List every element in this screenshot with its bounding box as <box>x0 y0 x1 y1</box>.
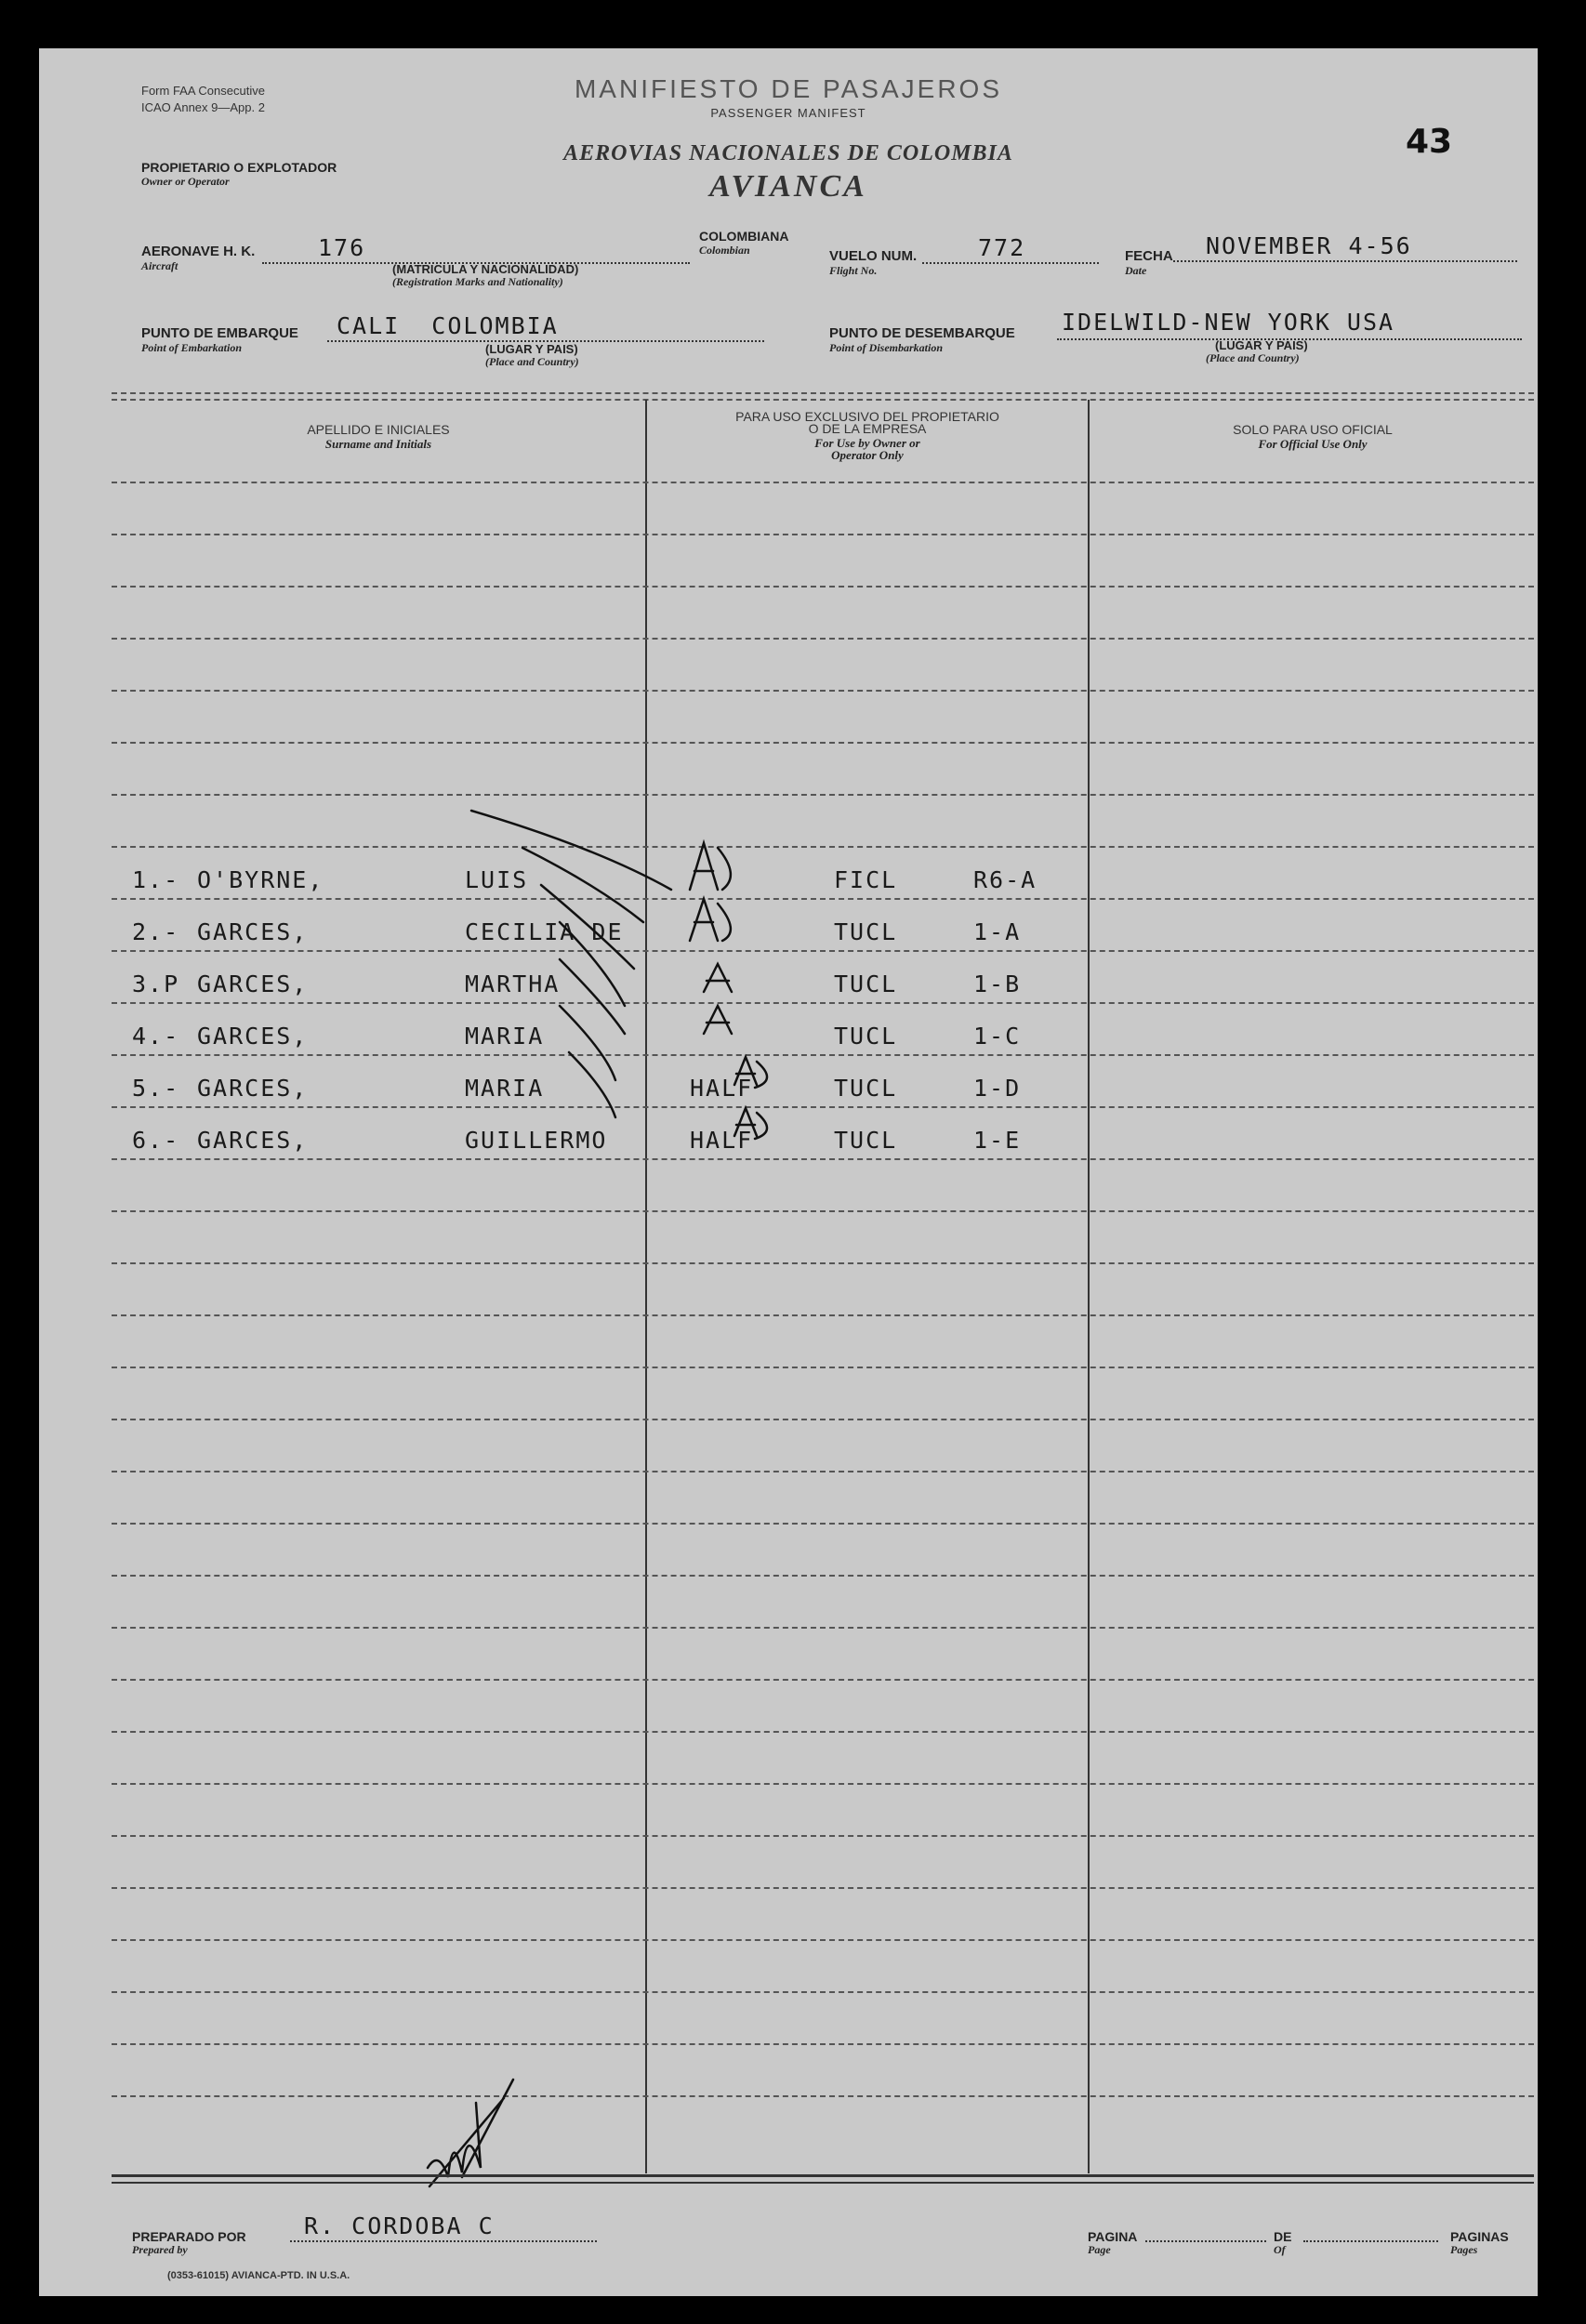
row-class: TUCL <box>834 971 898 997</box>
fare-mark-5 <box>734 1057 767 1088</box>
airline-short: AVIANCA <box>709 169 867 204</box>
pages-label: PAGINAS <box>1450 2229 1509 2244</box>
row-given-name: MARIA <box>465 1023 545 1050</box>
fare-mark-2 <box>690 899 731 941</box>
embark-value: CALI COLOMBIA <box>337 312 559 339</box>
row-given-name: MARIA <box>465 1075 545 1102</box>
prepared-label: PREPARADO POR <box>132 2229 246 2244</box>
row-class: TUCL <box>834 1075 898 1102</box>
check-stroke-5 <box>560 959 625 1034</box>
registration-note-en: (Registration Marks and Nationality) <box>392 275 563 288</box>
col2-title-line2: O DE LA EMPRESA <box>808 421 927 436</box>
aircraft-label: AERONAVE H. K. <box>141 244 256 259</box>
page-underline <box>1145 2240 1266 2242</box>
row-seat: 1-D <box>973 1075 1022 1102</box>
form-ref-line1: Form FAA Consecutive <box>141 84 265 98</box>
row-class: TUCL <box>834 1023 898 1050</box>
aircraft-value: 176 <box>318 234 366 261</box>
page-label: PAGINA <box>1088 2229 1138 2244</box>
embark-note: (LUGAR Y PAIS) <box>485 342 578 356</box>
manifest-title: MANIFIESTO DE PASAJEROS <box>574 74 1003 103</box>
check-stroke-3 <box>541 885 634 969</box>
date-label: FECHA <box>1125 248 1173 264</box>
date-label-en: Date <box>1125 264 1147 277</box>
nationality-en: Colombian <box>699 244 750 257</box>
disembark-note-en: (Place and Country) <box>1206 351 1300 364</box>
manifest-title-en: PASSENGER MANIFEST <box>710 106 866 120</box>
row-number: 4.- <box>132 1023 180 1050</box>
fare-mark-4 <box>704 1006 732 1034</box>
prepared-label-en: Prepared by <box>132 2243 188 2256</box>
of-label-en: Of <box>1274 2243 1286 2256</box>
signature-strokes <box>428 2080 513 2186</box>
of-label: DE <box>1274 2229 1292 2244</box>
col3-subtitle: For Official Use Only <box>1258 437 1368 451</box>
disembark-value: IDELWILD-NEW YORK USA <box>1062 309 1395 336</box>
prepared-underline <box>290 2240 597 2242</box>
disembark-label: PUNTO DE DESEMBARQUE <box>829 325 1015 341</box>
aircraft-label-en: Aircraft <box>141 259 178 272</box>
date-value: NOVEMBER 4-56 <box>1206 232 1412 259</box>
disembark-label-en: Point of Disembarkation <box>829 341 944 354</box>
row-number: 2.- <box>132 918 180 945</box>
row-seat: 1-C <box>973 1023 1022 1050</box>
row-given-name: MARTHA <box>465 971 561 997</box>
check-stroke-6 <box>560 1006 615 1080</box>
flight-value: 772 <box>978 234 1026 261</box>
row-surname: GARCES, <box>197 1127 309 1154</box>
row-surname: O'BYRNE, <box>197 866 324 893</box>
row-given-name: LUIS <box>465 866 529 893</box>
row-seat: 1-B <box>973 971 1022 997</box>
handwritten-marks <box>39 48 1538 2296</box>
row-given-name: GUILLERMO <box>465 1127 608 1154</box>
prepared-value: R. CORDOBA C <box>304 2212 495 2239</box>
row-surname: GARCES, <box>197 971 309 997</box>
row-number: 3.P <box>132 971 180 997</box>
of-underline <box>1303 2240 1438 2242</box>
row-class: TUCL <box>834 918 898 945</box>
row-seat: 1-A <box>973 918 1022 945</box>
row-class: TUCL <box>834 1127 898 1154</box>
disembark-note: (LUGAR Y PAIS) <box>1215 338 1308 352</box>
row-seat: R6-A <box>973 866 1038 893</box>
row-seat: 1-E <box>973 1127 1022 1154</box>
nationality: COLOMBIANA <box>699 229 789 244</box>
owner-label-en: Owner or Operator <box>141 175 230 188</box>
row-given-name: CECILIA DE <box>465 918 624 945</box>
flight-label-en: Flight No. <box>829 264 878 277</box>
owner-label: PROPIETARIO O EXPLOTADOR <box>141 160 337 175</box>
row-surname: GARCES, <box>197 918 309 945</box>
airline-name: AEROVIAS NACIONALES DE COLOMBIA <box>563 141 1013 165</box>
embark-note-en: (Place and Country) <box>485 355 579 368</box>
row-number: 6.- <box>132 1127 180 1154</box>
row-surname: GARCES, <box>197 1075 309 1102</box>
row-number: 1.- <box>132 866 180 893</box>
print-code: (0353-61015) AVIANCA-PTD. IN U.S.A. <box>167 2270 350 2281</box>
fare-mark-3 <box>704 964 732 992</box>
footer-rule-bottom <box>112 2182 1534 2184</box>
col2-subtitle-line2: Operator Only <box>831 448 904 462</box>
col1-title: APELLIDO E INICIALES <box>307 422 450 437</box>
row-surname: GARCES, <box>197 1023 309 1050</box>
embark-label: PUNTO DE EMBARQUE <box>141 325 298 341</box>
col3-title: SOLO PARA USO OFICIAL <box>1233 422 1393 437</box>
row-fare-type: HALF <box>690 1075 754 1102</box>
page-label-en: Page <box>1088 2243 1111 2256</box>
col2-title-line1: PARA USO EXCLUSIVO DEL PROPIETARIO <box>735 409 999 424</box>
fare-mark-6 <box>734 1108 767 1139</box>
footer-rule-top <box>112 2174 1534 2177</box>
registration-note: (MATRICULA Y NACIONALIDAD) <box>392 262 579 276</box>
fare-mark-1 <box>690 843 731 890</box>
form-ref-line2: ICAO Annex 9—App. 2 <box>141 100 265 114</box>
embark-label-en: Point of Embarkation <box>141 341 243 354</box>
check-stroke-7 <box>569 1052 615 1117</box>
col2-subtitle-line1: For Use by Owner or <box>814 436 920 450</box>
row-class: FICL <box>834 866 898 893</box>
row-fare-type: HALF <box>690 1127 754 1154</box>
row-number: 5.- <box>132 1075 180 1102</box>
pages-label-en: Pages <box>1450 2243 1478 2256</box>
check-stroke-1 <box>471 811 671 890</box>
flight-label: VUELO NUM. <box>829 248 918 264</box>
manifest-sheet <box>39 48 1538 2296</box>
col1-subtitle: Surname and Initials <box>324 437 432 451</box>
page-number: 43 <box>1406 123 1453 161</box>
